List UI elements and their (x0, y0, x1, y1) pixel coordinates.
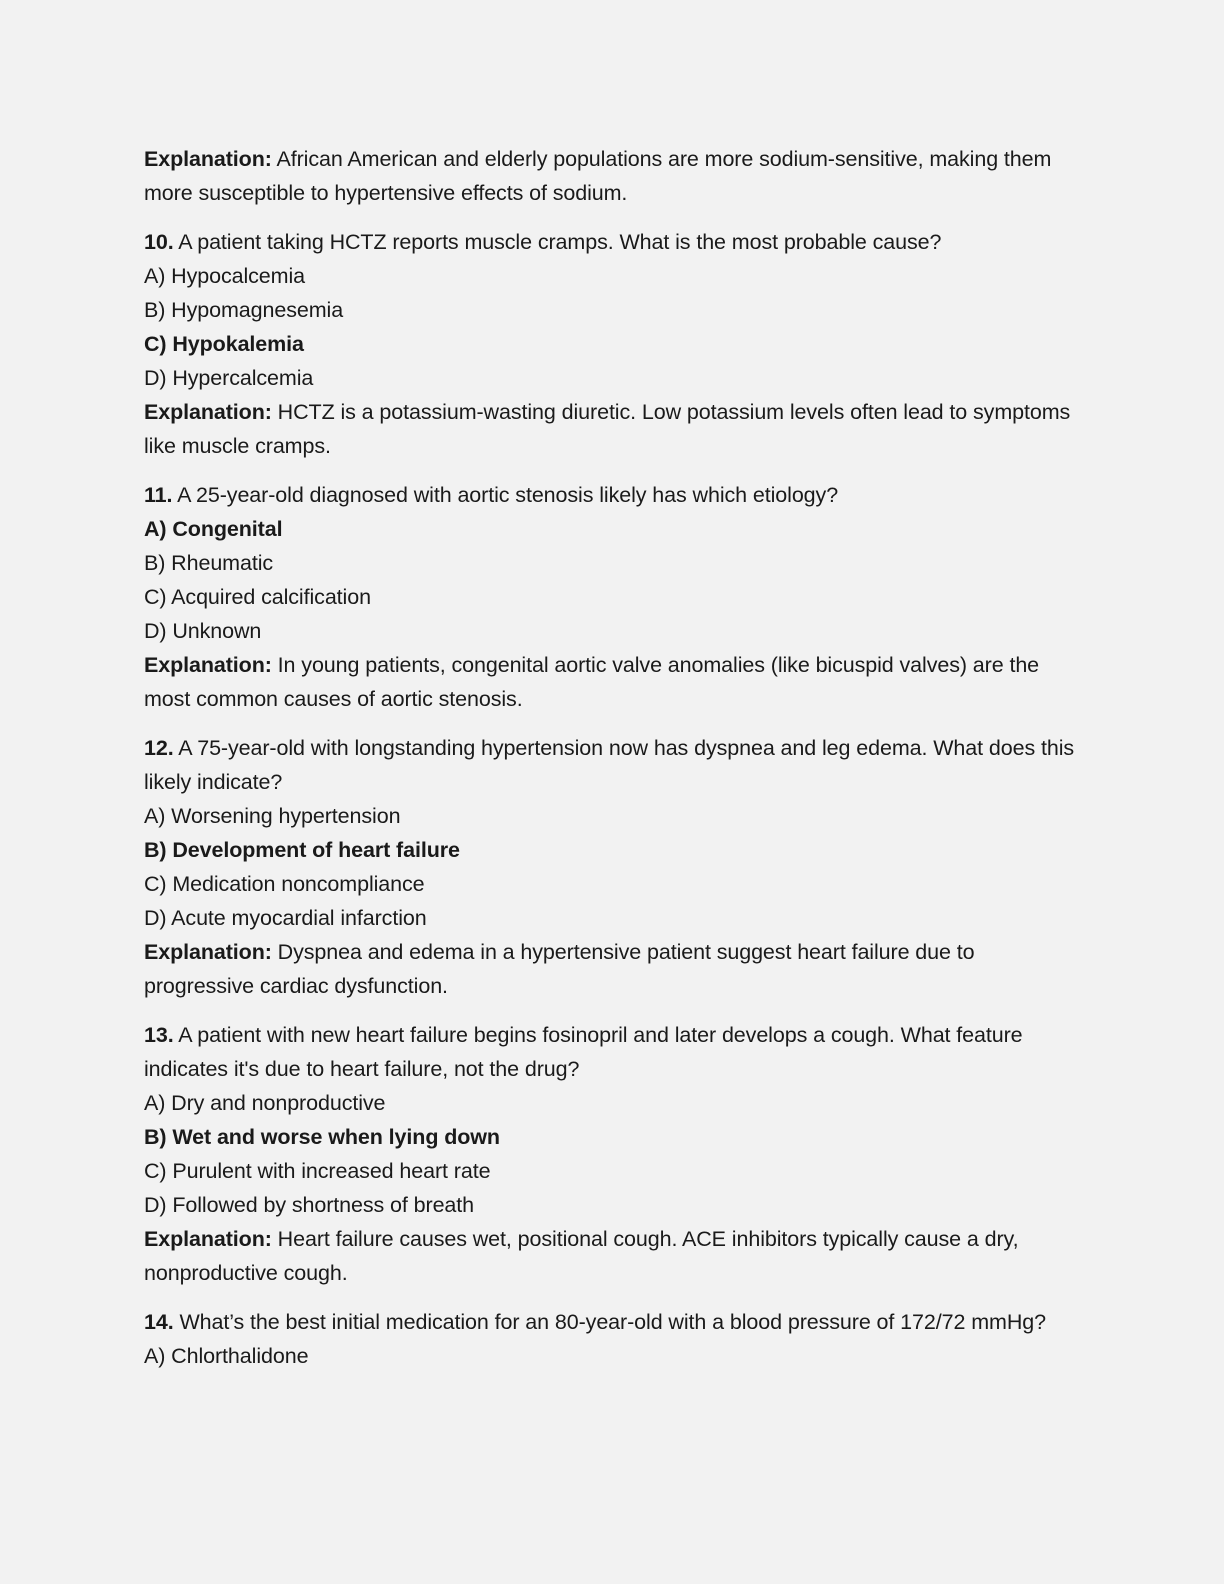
question-number: 13. (144, 1023, 174, 1047)
question-stem: A 75-year-old with longstanding hypertension now has dyspnea and leg edema. What does this likely indicate? (144, 736, 1075, 794)
option-c: C) Purulent with increased heart rate (144, 1159, 491, 1183)
explanation-text: Heart failure causes wet, positional cough. ACE inhibitors typically cause a dry, nonproductive cough. (144, 1227, 1019, 1285)
question-13 (144, 1018, 1084, 1290)
explanation-text: Dyspnea and edema in a hypertensive patient suggest heart failure due to progressive cardiac dysfunction. (144, 940, 975, 998)
explanation-text: African American and elderly populations are more sodium-sensitive, making them more susceptible to hypertensive effects of sodium. (144, 147, 1052, 205)
option-d: D) Acute myocardial infarction (144, 906, 427, 930)
option-a: A) Dry and nonproductive (144, 1091, 386, 1115)
option-c: C) Acquired calcification (144, 585, 371, 609)
question-stem: A patient with new heart failure begins fosinopril and later develops a cough. What feature indicates it's due to heart failure, not the drug? (144, 1023, 1023, 1081)
explanation-label: Explanation: (144, 400, 272, 424)
option-b: B) Hypomagnesemia (144, 298, 344, 322)
explanation-text: In young patients, congenital aortic valve anomalies (like bicuspid valves) are the most common causes of aortic stenosis. (144, 653, 1040, 711)
question-number: 10. (144, 230, 174, 254)
option-b-correct: B) Wet and worse when lying down (144, 1125, 500, 1149)
option-b: B) Rheumatic (144, 551, 274, 575)
explanation-label: Explanation: (144, 147, 272, 171)
question-11 (144, 478, 1084, 716)
explanation-label: Explanation: (144, 653, 272, 677)
question-14 (144, 1305, 1084, 1373)
question-stem: What’s the best initial medication for an 80-year-old with a blood pressure of 172/72 mmHg? (173, 1310, 1046, 1334)
option-d: D) Hypercalcemia (144, 366, 314, 390)
option-c: C) Medication noncompliance (144, 872, 425, 896)
option-d: D) Followed by shortness of breath (144, 1193, 475, 1217)
question-number: 12. (144, 736, 174, 760)
option-c-correct: C) Hypokalemia (144, 332, 304, 356)
option-b-correct: B) Development of heart failure (144, 838, 460, 862)
question-number: 11. (144, 483, 173, 507)
option-a: A) Hypocalcemia (144, 264, 305, 288)
intro-explanation (144, 142, 1084, 210)
option-a: A) Chlorthalidone (144, 1344, 309, 1368)
question-stem: A 25-year-old diagnosed with aortic stenosis likely has which etiology? (172, 483, 839, 507)
question-10 (144, 225, 1084, 463)
explanation-label: Explanation: (144, 940, 272, 964)
question-12 (144, 731, 1084, 1003)
question-number: 14. (144, 1310, 174, 1334)
explanation-text: HCTZ is a potassium-wasting diuretic. Low potassium levels often lead to symptoms like muscle cramps. (144, 400, 1071, 458)
option-d: D) Unknown (144, 619, 262, 643)
question-stem: A patient taking HCTZ reports muscle cramps. What is the most probable cause? (173, 230, 942, 254)
option-a: A) Worsening hypertension (144, 804, 401, 828)
explanation-label: Explanation: (144, 1227, 272, 1251)
option-a-correct: A) Congenital (144, 517, 283, 541)
